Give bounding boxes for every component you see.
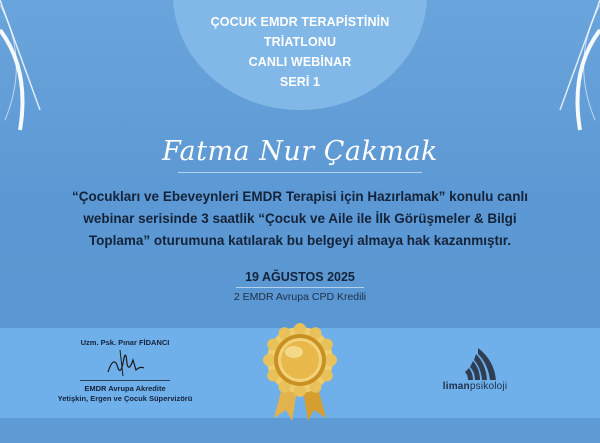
signatory-title <box>40 384 210 404</box>
certificate-body <box>46 186 554 252</box>
event-date: 19 AĞUSTOS 2025 <box>245 270 355 284</box>
body-line-1: “Çocukları ve Ebeveynleri EMDR Terapisi için Hazırlamak” konulu canlı <box>72 189 528 204</box>
logo-text-part2: psikoloji <box>469 381 508 392</box>
title-line-1: ÇOCUK EMDR TERAPİSTİNİN <box>210 15 390 29</box>
liman-logo-text <box>425 381 525 392</box>
logo-text-part1: liman <box>442 381 470 392</box>
title-line-4: SERİ 1 <box>279 75 321 89</box>
signatory-name: Uzm. Psk. Pınar FİDANCI <box>80 338 170 347</box>
signatory-title-line-1: EMDR Avrupa Akredite <box>84 384 166 393</box>
certificate-title <box>150 12 450 92</box>
signature-line <box>80 380 170 381</box>
title-line-3: CANLI WEBİNAR <box>248 55 352 69</box>
body-line-3: Toplama” oturumuna katılarak bu belgeyi almaya hak kazanmıştır. <box>88 233 512 248</box>
recipient-name: Fatma Nur Çakmak <box>162 136 438 167</box>
name-underline <box>178 172 422 173</box>
cpd-credits: 2 EMDR Avrupa CPD Kredili <box>233 291 367 303</box>
gold-medal-icon <box>262 322 338 422</box>
body-line-2: webinar serisinde 3 saatlik “Çocuk ve Aile ile İlk Görüşmeler & Bilgi <box>83 211 517 226</box>
signature-mark <box>100 346 150 378</box>
signatory-title-line-2: Yetişkin, Ergen ve Çocuk Süpervizörü <box>57 394 193 403</box>
date-underline <box>236 287 364 288</box>
title-line-2: TRİATLONU <box>263 35 337 49</box>
liman-logo-icon <box>430 342 526 402</box>
